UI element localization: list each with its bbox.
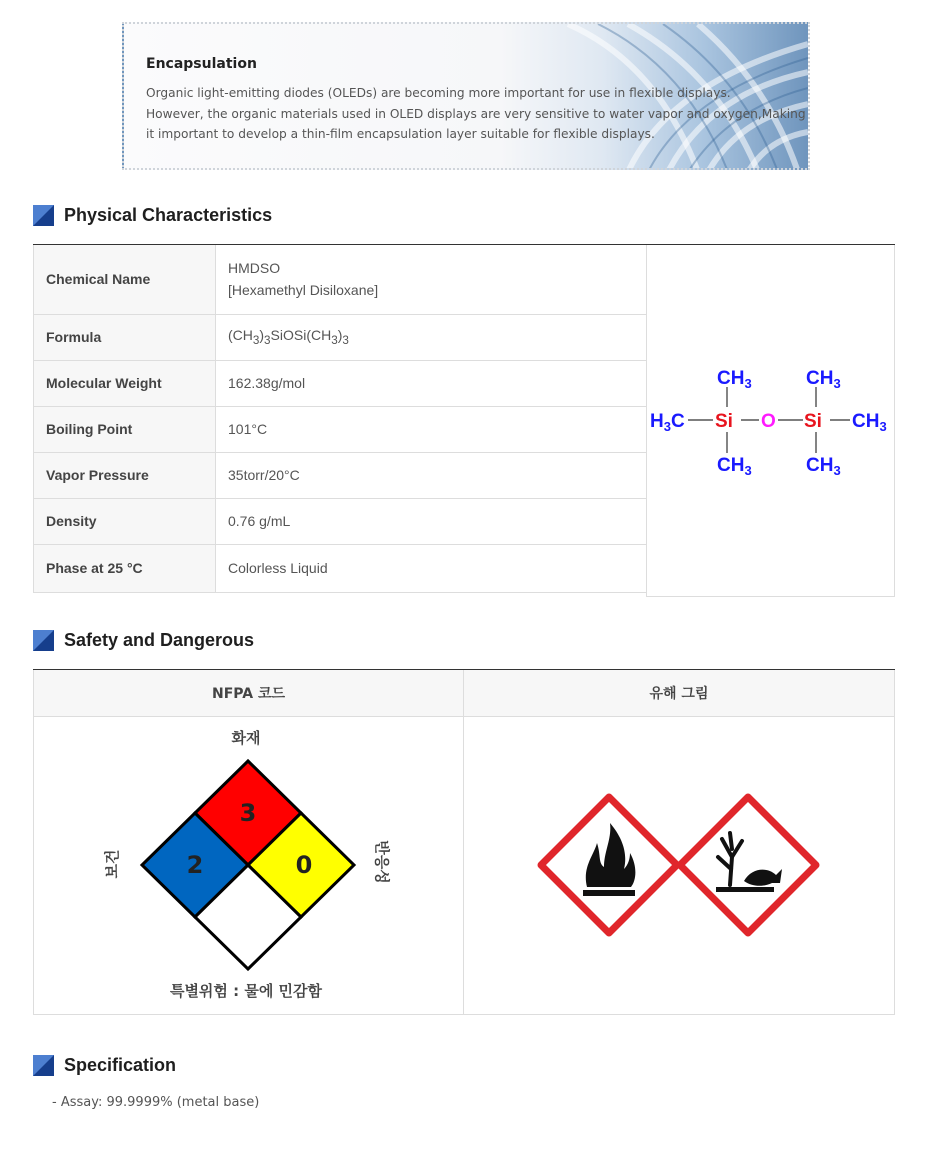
hmdso-structure-diagram [647, 355, 896, 485]
chemical-name: HMDSO [228, 260, 281, 277]
reactivity-label: 반응성 [373, 840, 391, 884]
banner-line: Organic light-emitting diodes (OLEDs) are becoming more important for use in flexible displays. [146, 86, 731, 100]
banner-title: Encapsulation [146, 56, 257, 72]
reactivity-rating: 0 [295, 851, 313, 879]
section-square-icon [33, 205, 54, 226]
row-label: Chemical Name [34, 245, 216, 314]
formula-value: $(CH_3)_3SiOSi(CH_3)_3$ [216, 314, 647, 360]
row-value: 35torr/20°C [216, 452, 647, 498]
intro-banner [122, 22, 810, 170]
methyl-group: $CH_3$ [806, 455, 841, 478]
physical-heading [33, 203, 272, 227]
oxygen-atom: O [761, 411, 776, 432]
row-value: 101°C [216, 406, 647, 452]
row-value [216, 245, 647, 314]
health-rating: 2 [186, 851, 204, 879]
table-row [34, 245, 647, 314]
silicon-atom: Si [715, 411, 733, 432]
silicon-atom: Si [804, 411, 822, 432]
hazard-pictogram-header: 유해 그림 [463, 670, 895, 717]
section-square-icon [33, 630, 54, 651]
table-row [34, 406, 647, 452]
methyl-group: $CH_3$ [852, 411, 887, 434]
table-row [34, 544, 647, 592]
banner-description [146, 83, 806, 145]
ghs-pictograms [464, 717, 896, 1015]
properties-table [33, 245, 647, 593]
nfpa-header: NFPA 코드 [33, 670, 464, 717]
section-square-icon [33, 1055, 54, 1076]
row-label: Boiling Point [34, 406, 216, 452]
methyl-group: $CH_3$ [806, 368, 841, 391]
pictogram-cell [463, 717, 895, 1015]
banner-line: However, the organic materials used in OLED displays are very sensitive to water vapor and oxygen,Making [146, 106, 806, 121]
banner-line: it important to develop a thin-film encapsulation layer suitable for flexible displays. [146, 127, 655, 141]
nfpa-diamond [34, 717, 465, 1015]
environment-icon [680, 797, 816, 933]
methyl-group: $H_3C$ [650, 411, 685, 434]
row-value: Colorless Liquid [216, 544, 647, 592]
table-row [34, 360, 647, 406]
fire-label: 화재 [231, 729, 261, 747]
special-hazard-label: 특별위험 : 물에 민감함 [169, 982, 323, 1000]
flame-icon [541, 797, 677, 933]
section-title: Specification [64, 1054, 177, 1075]
row-value: 162.38g/mol [216, 360, 647, 406]
methyl-group: $CH_3$ [717, 368, 752, 391]
specification-item: - Assay: 99.9999% (metal base) [52, 1095, 260, 1110]
structure-cell [646, 245, 895, 597]
safety-table [33, 669, 895, 1015]
section-title: Safety and Dangerous [64, 629, 255, 650]
nfpa-cell [33, 717, 464, 1015]
fire-rating: 3 [239, 799, 257, 827]
health-label: 보건 [103, 849, 121, 879]
row-value: 0.76 g/mL [216, 498, 647, 544]
row-label: Formula [34, 314, 216, 360]
table-row [34, 314, 647, 360]
table-row [34, 498, 647, 544]
physical-characteristics-table [33, 244, 895, 598]
row-label: Density [34, 498, 216, 544]
row-label: Phase at 25 °C [34, 544, 216, 592]
chemical-full-name: [Hexamethyl Disiloxane] [228, 282, 379, 299]
safety-heading [33, 628, 254, 652]
row-label: Molecular Weight [34, 360, 216, 406]
methyl-group: $CH_3$ [717, 455, 752, 478]
table-row [34, 452, 647, 498]
section-title: Physical Characteristics [64, 204, 273, 225]
row-label: Vapor Pressure [34, 452, 216, 498]
specification-heading [33, 1053, 176, 1077]
